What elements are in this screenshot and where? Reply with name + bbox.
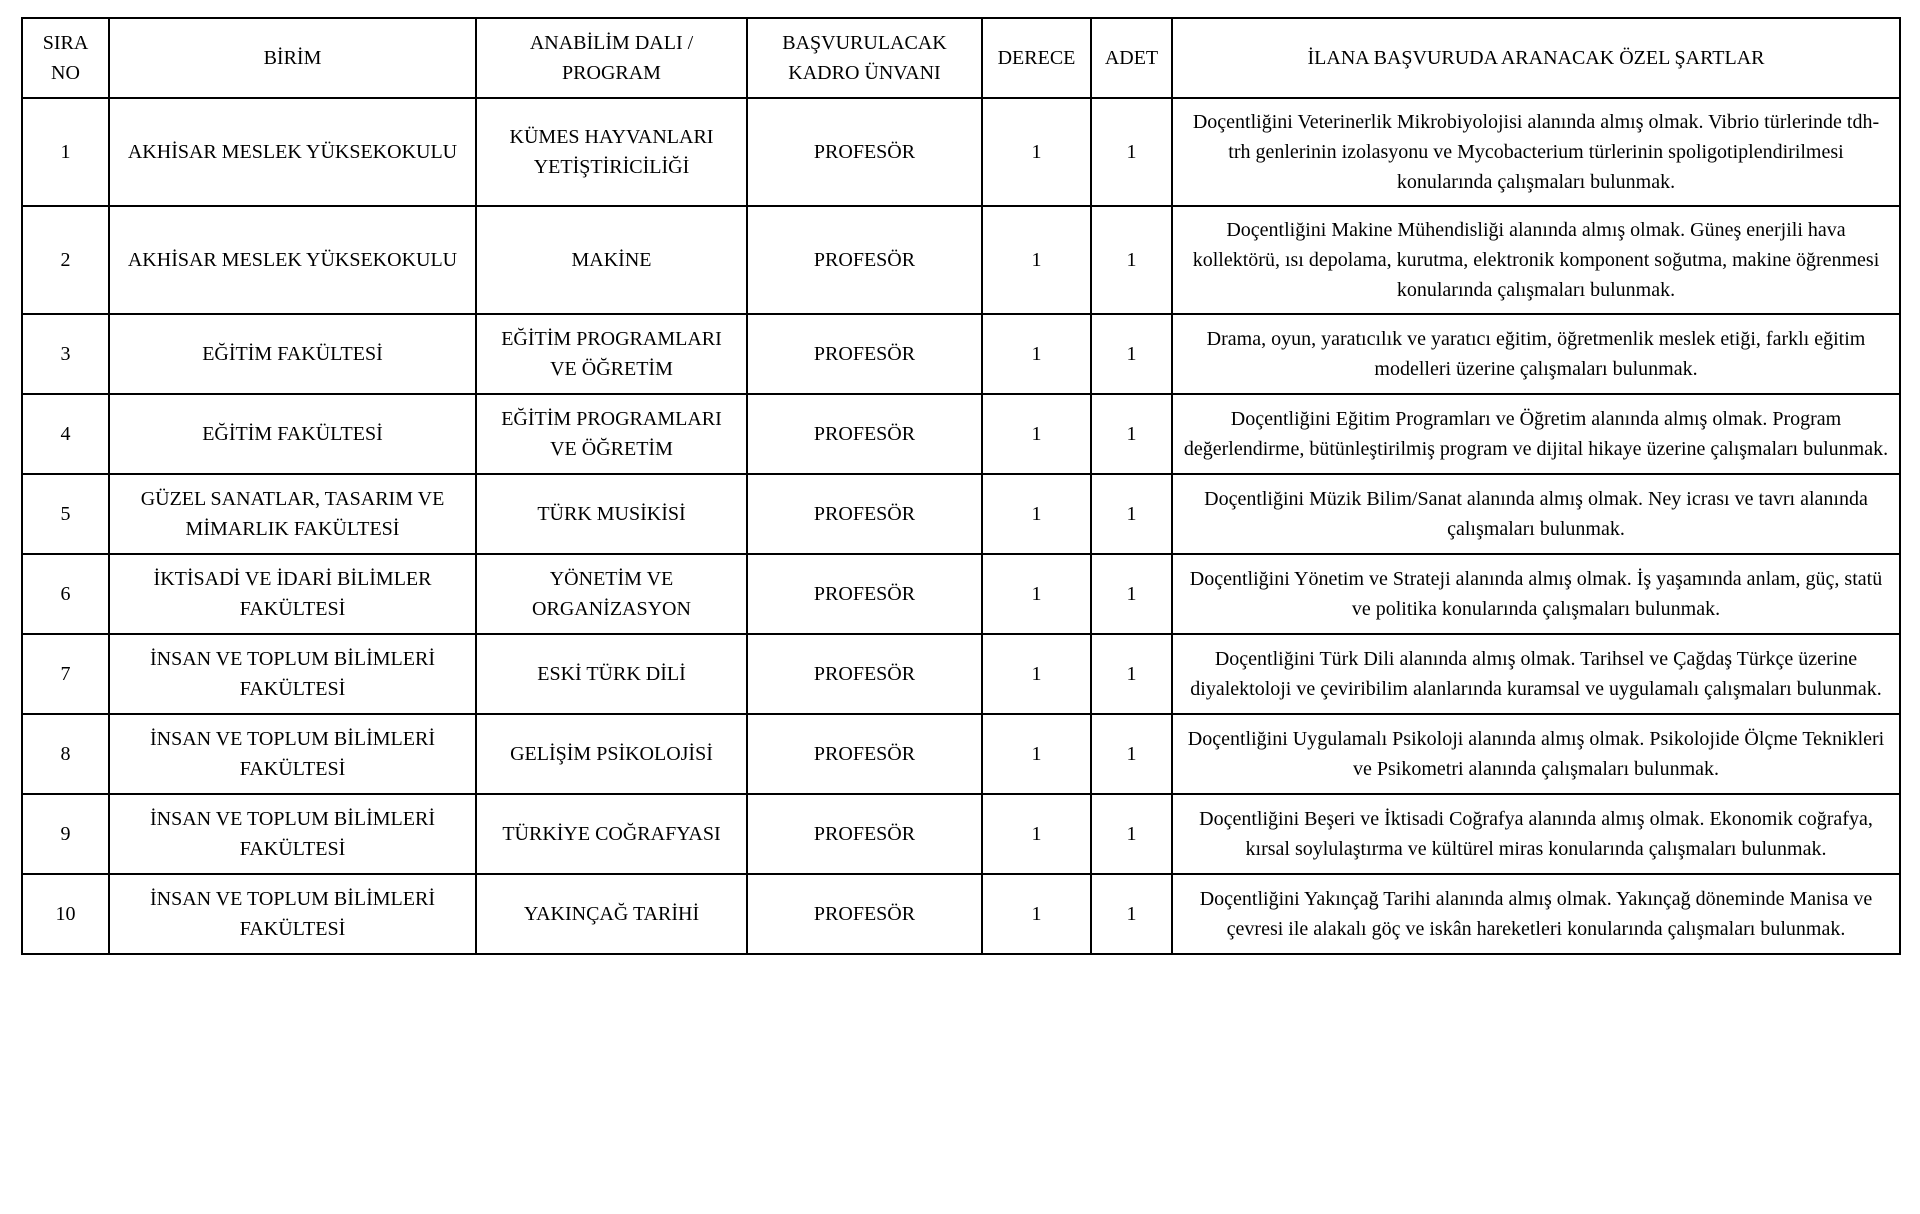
cell-derece: 1 [982,554,1091,634]
cell-derece: 1 [982,634,1091,714]
cell-ozel-sartlar: Drama, oyun, yaratıcılık ve yaratıcı eğitim, öğretmenlik meslek etiği, farklı eğitim modelleri üzerine çalışmaları bulunmak. [1172,314,1900,394]
cell-kadro-unvani: PROFESÖR [747,874,982,954]
cell-anabilim-dali: GELİŞİM PSİKOLOJİSİ [476,714,747,794]
cell-anabilim-dali: EĞİTİM PROGRAMLARI VE ÖĞRETİM [476,314,747,394]
cell-birim: EĞİTİM FAKÜLTESİ [109,314,476,394]
cell-ozel-sartlar: Doçentliğini Yakınçağ Tarihi alanında almış olmak. Yakınçağ döneminde Manisa ve çevresi ile alakalı göç ve iskân hareketleri konularında çalışmaları bulunmak. [1172,874,1900,954]
table-row [22,394,1900,474]
cell-adet: 1 [1091,314,1172,394]
cell-kadro-unvani: PROFESÖR [747,206,982,314]
cell-sira-no: 7 [22,634,109,714]
header-cell-kadro-unvani: BAŞVURULACAK KADRO ÜNVANI [747,18,982,98]
cell-sira-no: 4 [22,394,109,474]
cell-kadro-unvani: PROFESÖR [747,714,982,794]
header-row [22,18,1900,98]
cell-kadro-unvani: PROFESÖR [747,794,982,874]
job-announcement-table [21,17,1901,955]
table-row [22,634,1900,714]
cell-ozel-sartlar: Doçentliğini Müzik Bilim/Sanat alanında almış olmak. Ney icrası ve tavrı alanında çalışmaları bulunmak. [1172,474,1900,554]
table-row [22,314,1900,394]
table-header [22,18,1900,98]
cell-kadro-unvani: PROFESÖR [747,314,982,394]
cell-sira-no: 8 [22,714,109,794]
cell-anabilim-dali: YAKINÇAĞ TARİHİ [476,874,747,954]
cell-sira-no: 1 [22,98,109,206]
cell-ozel-sartlar: Doçentliğini Türk Dili alanında almış olmak. Tarihsel ve Çağdaş Türkçe üzerine diyalektoloji ve çeviribilim alanlarında kuramsal ve uygulamalı çalışmaları bulunmak. [1172,634,1900,714]
cell-birim: GÜZEL SANATLAR, TASARIM VE MİMARLIK FAKÜLTESİ [109,474,476,554]
cell-kadro-unvani: PROFESÖR [747,474,982,554]
cell-adet: 1 [1091,474,1172,554]
cell-anabilim-dali: KÜMES HAYVANLARI YETİŞTİRİCİLİĞİ [476,98,747,206]
header-cell-ozel-sartlar: İLANA BAŞVURUDA ARANACAK ÖZEL ŞARTLAR [1172,18,1900,98]
cell-ozel-sartlar: Doçentliğini Veterinerlik Mikrobiyolojisi alanında almış olmak. Vibrio türlerinde tdh- trh genlerinin izolasyonu ve Mycobacterium türlerinin spoligotiplendirilmesi konularında çalışmaları bulunmak. [1172,98,1900,206]
header-cell-anabilim-dali: ANABİLİM DALI / PROGRAM [476,18,747,98]
cell-adet: 1 [1091,714,1172,794]
table-row [22,98,1900,206]
table-row [22,714,1900,794]
cell-sira-no: 2 [22,206,109,314]
cell-anabilim-dali: TÜRKİYE COĞRAFYASI [476,794,747,874]
header-cell-adet: ADET [1091,18,1172,98]
cell-adet: 1 [1091,794,1172,874]
cell-birim: İNSAN VE TOPLUM BİLİMLERİ FAKÜLTESİ [109,794,476,874]
cell-anabilim-dali: TÜRK MUSİKİSİ [476,474,747,554]
cell-derece: 1 [982,394,1091,474]
cell-derece: 1 [982,314,1091,394]
cell-birim: İNSAN VE TOPLUM BİLİMLERİ FAKÜLTESİ [109,874,476,954]
table-row [22,874,1900,954]
cell-ozel-sartlar: Doçentliğini Makine Mühendisliği alanında almış olmak. Güneş enerjili hava kollektörü, ısı depolama, kurutma, elektronik komponent soğutma, makine öğrenmesi konularında çalışmaları bulunmak. [1172,206,1900,314]
table-row [22,474,1900,554]
cell-derece: 1 [982,206,1091,314]
cell-kadro-unvani: PROFESÖR [747,554,982,634]
cell-derece: 1 [982,474,1091,554]
cell-kadro-unvani: PROFESÖR [747,634,982,714]
cell-birim: İNSAN VE TOPLUM BİLİMLERİ FAKÜLTESİ [109,634,476,714]
cell-birim: AKHİSAR MESLEK YÜKSEKOKULU [109,98,476,206]
header-cell-birim: BİRİM [109,18,476,98]
cell-ozel-sartlar: Doçentliğini Yönetim ve Strateji alanında almış olmak. İş yaşamında anlam, güç, statü ve politika konularında çalışmaları bulunmak. [1172,554,1900,634]
cell-sira-no: 3 [22,314,109,394]
cell-sira-no: 6 [22,554,109,634]
cell-birim: İNSAN VE TOPLUM BİLİMLERİ FAKÜLTESİ [109,714,476,794]
cell-ozel-sartlar: Doçentliğini Uygulamalı Psikoloji alanında almış olmak. Psikolojide Ölçme Teknikleri ve Psikometri alanında çalışmaları bulunmak. [1172,714,1900,794]
table-row [22,794,1900,874]
cell-kadro-unvani: PROFESÖR [747,98,982,206]
table-row [22,554,1900,634]
cell-birim: AKHİSAR MESLEK YÜKSEKOKULU [109,206,476,314]
cell-adet: 1 [1091,98,1172,206]
cell-anabilim-dali: ESKİ TÜRK DİLİ [476,634,747,714]
cell-sira-no: 10 [22,874,109,954]
cell-ozel-sartlar: Doçentliğini Beşeri ve İktisadi Coğrafya alanında almış olmak. Ekonomik coğrafya, kırsal soylulaştırma ve kültürel miras konularında çalışmaları bulunmak. [1172,794,1900,874]
cell-adet: 1 [1091,554,1172,634]
cell-sira-no: 5 [22,474,109,554]
cell-birim: EĞİTİM FAKÜLTESİ [109,394,476,474]
cell-anabilim-dali: EĞİTİM PROGRAMLARI VE ÖĞRETİM [476,394,747,474]
cell-derece: 1 [982,714,1091,794]
table-body [22,98,1900,954]
cell-adet: 1 [1091,206,1172,314]
cell-adet: 1 [1091,634,1172,714]
cell-ozel-sartlar: Doçentliğini Eğitim Programları ve Öğretim alanında almış olmak. Program değerlendirme, bütünleştirilmiş program ve dijital hikaye üzerine çalışmaları bulunmak. [1172,394,1900,474]
cell-anabilim-dali: YÖNETİM VE ORGANİZASYON [476,554,747,634]
cell-anabilim-dali: MAKİNE [476,206,747,314]
cell-derece: 1 [982,874,1091,954]
cell-derece: 1 [982,794,1091,874]
cell-derece: 1 [982,98,1091,206]
cell-adet: 1 [1091,394,1172,474]
header-cell-sira-no: SIRA NO [22,18,109,98]
table-row [22,206,1900,314]
cell-birim: İKTİSADİ VE İDARİ BİLİMLER FAKÜLTESİ [109,554,476,634]
cell-adet: 1 [1091,874,1172,954]
cell-sira-no: 9 [22,794,109,874]
cell-kadro-unvani: PROFESÖR [747,394,982,474]
header-cell-derece: DERECE [982,18,1091,98]
